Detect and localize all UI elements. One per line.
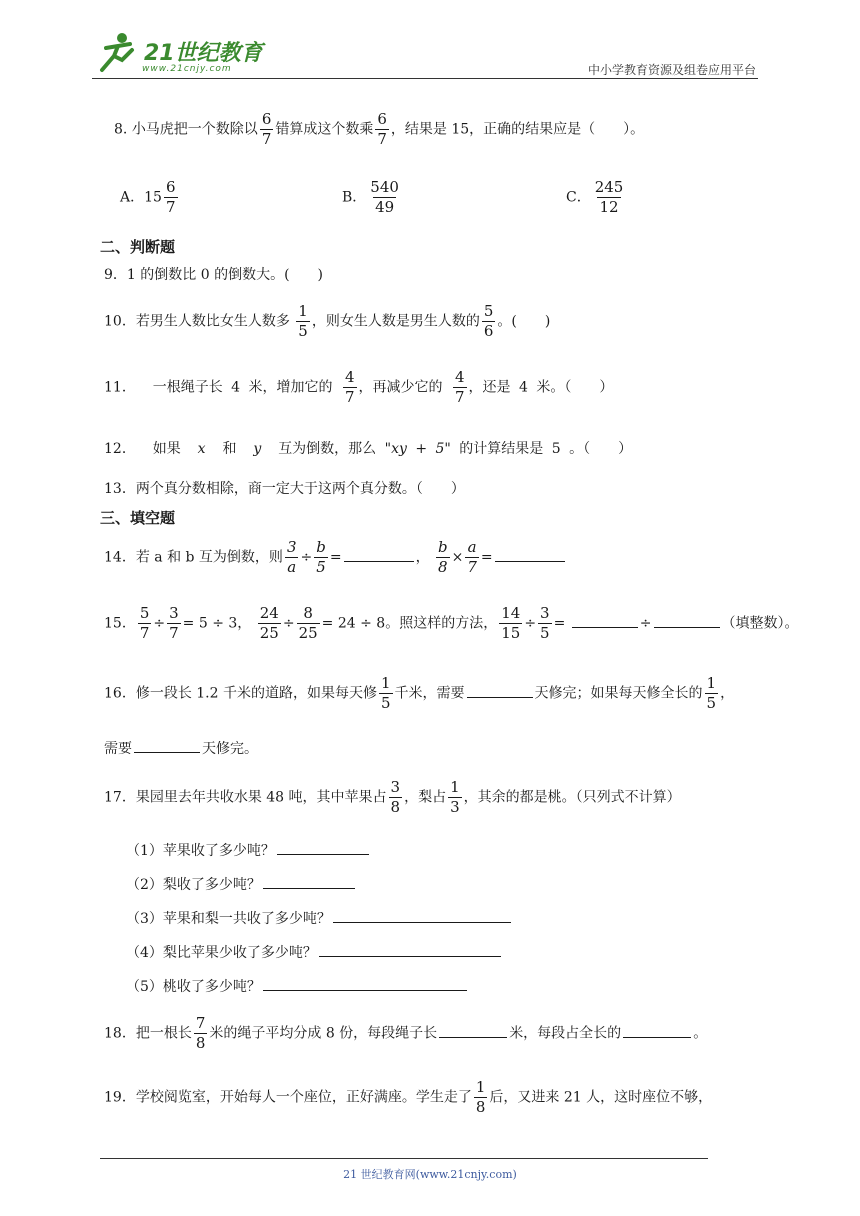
question-17-sub-1: （1）苹果收了多少吨？ bbox=[126, 840, 371, 860]
header-divider bbox=[92, 78, 758, 79]
answer-blank[interactable] bbox=[263, 989, 467, 991]
question-number: 8. bbox=[114, 121, 128, 138]
question-16-line2: 需要 天修完。 bbox=[104, 741, 258, 757]
answer-blank[interactable] bbox=[572, 626, 638, 628]
answer-blank[interactable] bbox=[623, 1036, 691, 1038]
answer-blank[interactable] bbox=[467, 696, 533, 698]
answer-blank[interactable] bbox=[263, 887, 355, 889]
question-16-line1: 16．修一段长 1.2 千米的道路，如果每天修 $\frac{1}{5}$ 千米，需要 天修完；如果每天修全长的 $\frac{1}{5}$ ， bbox=[104, 674, 735, 712]
question-8: 8. 小马虎把一个数除以 $\frac{6}{7}$ 错算成这个数乘 $\frac{6}{7}$ ，结果是 15，正确的结果应是（ ）。 bbox=[114, 110, 645, 148]
question-15: 15． $\frac{5}{7}$ ÷ $\frac{3}{7}$ = 5 ÷ 3， $\frac{24}{25}$ ÷ $\frac{8}{25}$ = 24 ÷ 8。照这样的方法， $\frac{14}{15}$ ÷ $\frac{3}{5}$ = ÷ （填整数）。 bbox=[104, 604, 799, 642]
answer-blank[interactable] bbox=[495, 560, 565, 562]
logo bbox=[92, 30, 272, 80]
section-heading-judgement: 二、判断题 bbox=[100, 238, 176, 256]
answer-blank[interactable] bbox=[439, 1036, 507, 1038]
logo-url: www.21cnjy.com bbox=[142, 64, 232, 74]
question-17-sub-5: （5）桃收了多少吨？ bbox=[126, 976, 469, 996]
question-text: 小马虎把一个数除以 bbox=[131, 121, 258, 138]
question-19: 19．学校阅览室，开始每人一个座位，正好满座。学生走了 $\frac{1}{8}$ 后，又进来 21 人，这时座位不够， bbox=[104, 1078, 713, 1116]
answer-blank[interactable] bbox=[277, 853, 369, 855]
runner-logo-icon bbox=[92, 30, 140, 76]
answer-blank[interactable] bbox=[344, 560, 414, 562]
question-18: 18．把一根长 $\frac{7}{8}$ 米的绳子平均分成 8 份，每段绳子长 米，每段占全长的 。 bbox=[104, 1014, 708, 1052]
option-b[interactable]: B． $\frac{540}{49}$ bbox=[342, 178, 399, 216]
question-17-sub-4: （4）梨比苹果少收了多少吨？ bbox=[126, 942, 503, 962]
question-11: 11． 一根绳子长 4 米，增加它的 $\frac{4}{7}$ ，再减少它的 $\frac{4}{7}$ ，还是 4 米。（ ） bbox=[104, 368, 614, 406]
question-10: 10．若男生人数比女生人数多 $\frac{1}{5}$ ，则女生人数是男生人数的 $\frac{5}{6}$ 。( ) bbox=[104, 302, 551, 340]
footer-text[interactable]: 21 世纪教育网(www.21cnjy.com) bbox=[343, 1168, 517, 1181]
logo-text: 21世纪教育 bbox=[144, 41, 263, 66]
question-17-sub-2: （2）梨收了多少吨？ bbox=[126, 874, 357, 894]
option-c[interactable]: C． $\frac{245}{12}$ bbox=[566, 178, 624, 216]
answer-blank[interactable] bbox=[333, 921, 511, 923]
footer-divider bbox=[100, 1158, 708, 1159]
header-tagline: 中小学教育资源及组卷应用平台 bbox=[587, 63, 756, 77]
question-17-sub-3: （3）苹果和梨一共收了多少吨？ bbox=[126, 908, 513, 928]
question-9: 9．1 的倒数比 0 的倒数大。( ) bbox=[104, 267, 323, 283]
section-heading-fill-blank: 三、填空题 bbox=[100, 509, 176, 527]
question-12: 12． 如果 x 和 y 互为倒数，那么 "xy + 5" 的计算结果是 5 。（ ） bbox=[104, 441, 633, 457]
answer-blank[interactable] bbox=[654, 626, 720, 628]
answer-blank[interactable] bbox=[134, 751, 200, 753]
question-17: 17．果园里去年共收水果 48 吨，其中苹果占 $\frac{3}{8}$ ，梨占 $\frac{1}{3}$ ，其余的都是桃。（只列式不计算） bbox=[104, 778, 681, 816]
question-13: 13．两个真分数相除，商一定大于这两个真分数。（ ） bbox=[104, 481, 465, 497]
question-14: 14．若 a 和 b 互为倒数，则 $\frac{3}{a}$ ÷ $\frac{b}{5}$ = ， $\frac{b}{8}$ × $\frac{a}{7}$ = bbox=[104, 540, 567, 575]
answer-blank[interactable] bbox=[319, 955, 501, 957]
option-a[interactable]: A．15 $\frac{6}{7}$ bbox=[120, 178, 176, 216]
